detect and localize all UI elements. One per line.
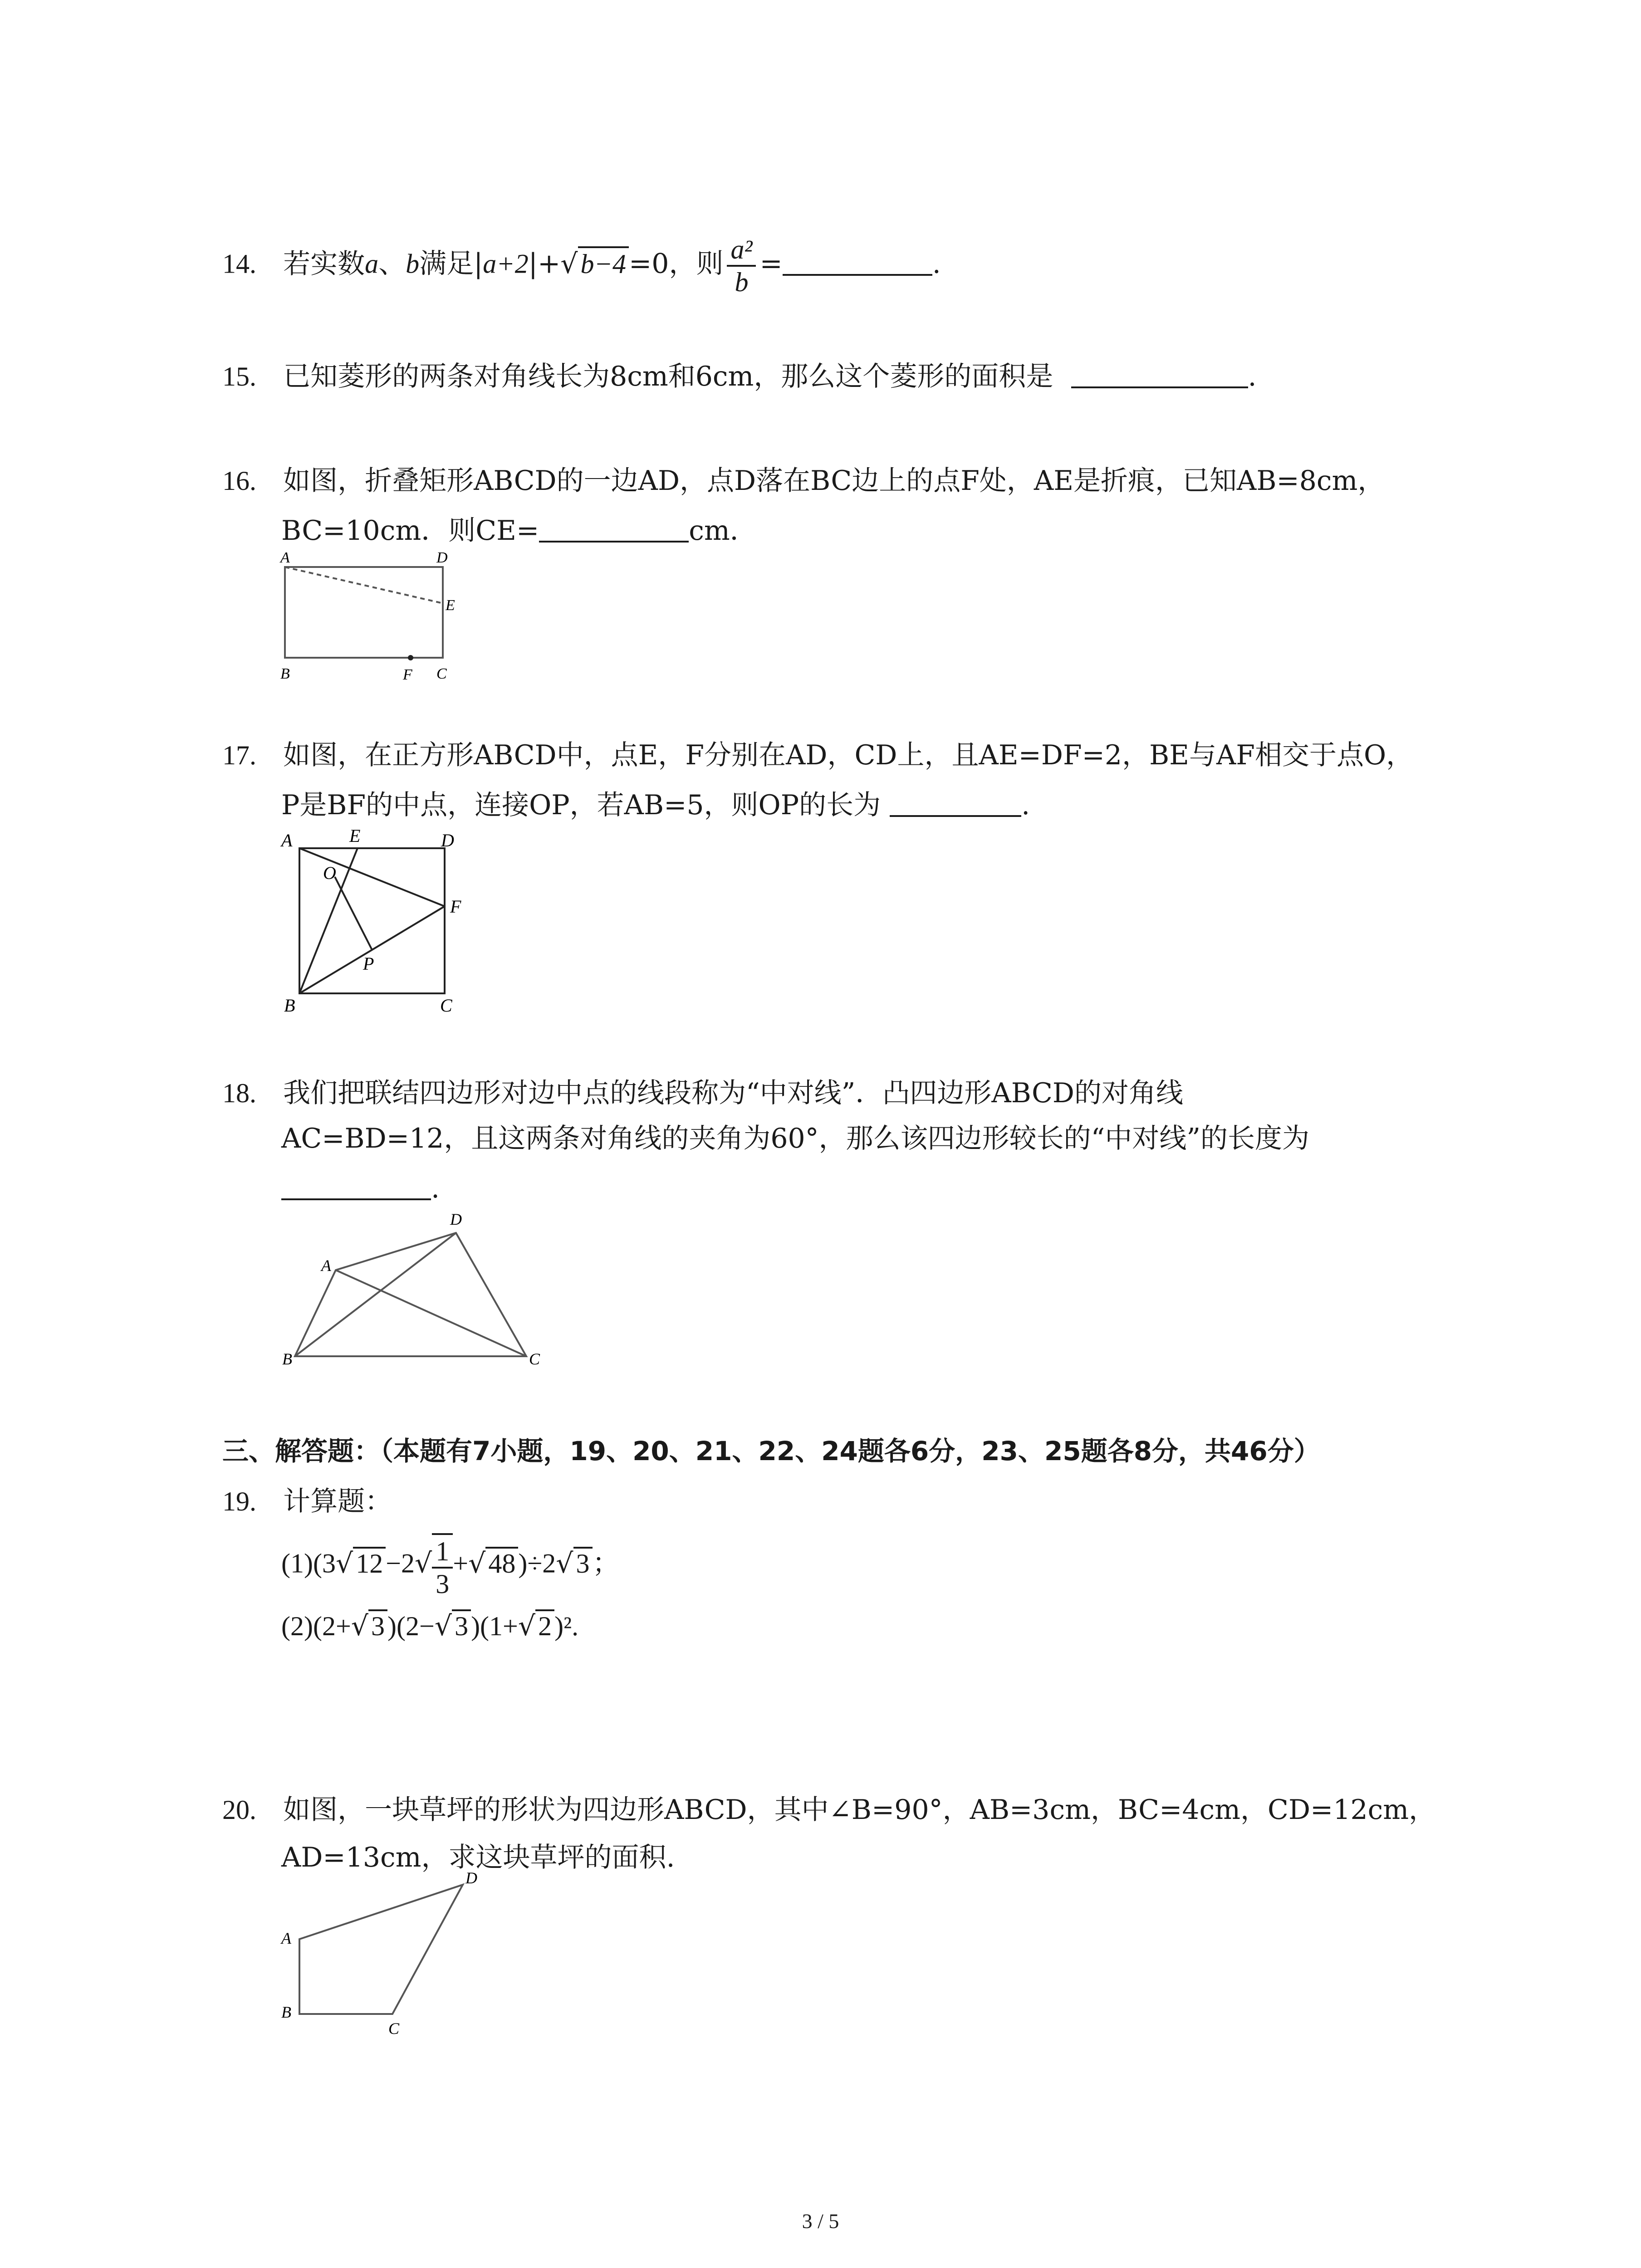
expression: a+2 xyxy=(483,249,529,279)
answer-blank[interactable] xyxy=(1071,386,1248,388)
question-text: AC=BD=12，且这两条对角线的夹角为60°，那么该四边形较长的“中对线”的长度为 xyxy=(281,1123,1310,1154)
label-e: E xyxy=(349,826,361,846)
label-d: D xyxy=(436,549,448,566)
label-c: C xyxy=(436,665,447,682)
label-c: C xyxy=(529,1350,540,1368)
question-18-line-1 xyxy=(222,1077,1183,1109)
radicand: 3 xyxy=(368,1609,387,1641)
radical: √ $\frac{1}{3}$ xyxy=(415,1533,453,1598)
question-16-line-2 xyxy=(281,515,757,547)
variable: b xyxy=(406,249,420,279)
figure-17 xyxy=(272,826,481,1025)
point-f xyxy=(408,655,413,660)
question-text: 、 xyxy=(378,248,406,280)
radicand: 48 xyxy=(485,1547,518,1579)
fraction-numerator: a² xyxy=(730,235,753,264)
figure-20 xyxy=(272,1864,508,2037)
radicand: 12 xyxy=(353,1547,386,1579)
question-text: 计算题： xyxy=(283,1486,392,1517)
label-o: O xyxy=(323,863,336,883)
fraction xyxy=(727,236,756,296)
label-d: D xyxy=(465,1869,477,1887)
question-text: = xyxy=(759,248,783,280)
expression: (2)(2+ xyxy=(281,1611,351,1641)
radical: √ 3 xyxy=(351,1613,387,1640)
question-number: 19. xyxy=(222,1486,256,1516)
label-b: B xyxy=(282,1350,292,1368)
label-b: B xyxy=(281,2003,291,2021)
quadrilateral-abcd xyxy=(299,1885,463,2014)
label-c: C xyxy=(388,2019,400,2038)
question-text: 若实数 xyxy=(283,248,365,280)
question-20-line-1 xyxy=(222,1794,1436,1826)
label-d: D xyxy=(450,1210,462,1228)
figure-18 xyxy=(272,1207,554,1370)
label-a: A xyxy=(281,830,293,850)
segment-af xyxy=(299,848,445,906)
radical: √ 3 xyxy=(435,1613,471,1640)
question-15 xyxy=(222,363,1257,390)
question-number: 16. xyxy=(222,466,256,496)
page-number: 3 / 5 xyxy=(802,2209,839,2233)
fraction xyxy=(432,1533,453,1598)
expression: ； xyxy=(592,1547,620,1579)
fraction-denominator: b xyxy=(735,267,749,297)
answer-blank[interactable] xyxy=(890,815,1021,817)
segment-op xyxy=(335,877,372,950)
label-f: F xyxy=(403,666,412,683)
question-text: 如图，折叠矩形ABCD的一边AD，点D落在BC边上的点F处，AE是折痕，已知AB=8cm， xyxy=(283,465,1385,497)
question-text: 如图，一块草坪的形状为四边形ABCD，其中∠B=90°，AB=3cm，BC=4cm，CD=12cm， xyxy=(283,1794,1436,1826)
question-number: 18. xyxy=(222,1078,256,1108)
diagonal-ac xyxy=(336,1270,526,1356)
question-text: . xyxy=(1248,361,1257,392)
radicand: 3 xyxy=(573,1547,593,1579)
answer-blank[interactable] xyxy=(783,274,932,276)
label-a: A xyxy=(281,1929,291,1947)
radicand: b−4 xyxy=(580,249,627,279)
label-b: B xyxy=(280,665,290,682)
question-text: cm． xyxy=(689,515,757,547)
label-p: P xyxy=(363,953,374,974)
answer-blank[interactable] xyxy=(539,541,689,543)
radicand: 2 xyxy=(535,1609,554,1641)
question-16-line-1 xyxy=(222,465,1385,497)
expression: −2 xyxy=(386,1548,415,1579)
radical: √ 2 xyxy=(518,1613,554,1640)
question-text: P是BF的中点，连接OP，若AB=5，则OP的长为 xyxy=(281,789,881,821)
fraction-denominator: 3 xyxy=(436,1569,450,1599)
question-number: 14. xyxy=(222,249,256,279)
question-19 xyxy=(222,1488,392,1515)
quadrilateral-abcd xyxy=(295,1233,526,1356)
question-14 xyxy=(222,236,941,296)
radical: √ 12 xyxy=(336,1550,386,1577)
radical: √ b−4 xyxy=(560,250,629,278)
figure-16 xyxy=(272,544,481,689)
question-number: 15. xyxy=(222,362,256,391)
expression: |+ xyxy=(528,248,561,280)
question-text: . xyxy=(431,1173,440,1204)
fraction-numerator: 1 xyxy=(432,1538,453,1569)
expression: )÷2 xyxy=(518,1548,556,1579)
fold-line-ae xyxy=(285,567,443,603)
question-19-part-1 xyxy=(281,1533,620,1598)
expression: (1)(3 xyxy=(281,1548,336,1579)
question-number: 20. xyxy=(222,1795,256,1825)
variable: a xyxy=(365,249,379,279)
radicand: 3 xyxy=(452,1609,471,1641)
label-f: F xyxy=(450,896,461,917)
label-d: D xyxy=(441,830,454,850)
question-18-line-2 xyxy=(281,1125,1309,1152)
rectangle-abcd xyxy=(285,567,443,658)
question-17-line-2 xyxy=(281,789,1030,821)
expression: )(1+ xyxy=(471,1611,518,1641)
question-text: . xyxy=(932,248,941,280)
question-text: 如图，在正方形ABCD中，点E，F分别在AD，CD上，且AE=DF=2，BE与AF相交于点O， xyxy=(283,739,1414,771)
label-a: A xyxy=(321,1256,331,1275)
question-text: 满足| xyxy=(419,248,483,280)
question-text: BC=10cm．则CE= xyxy=(281,515,539,547)
question-text: . xyxy=(1021,789,1030,821)
section-title: 三、解答题：（本题有7小题，19、20、21、22、24题各6分，23、25题各8分，共46分） xyxy=(222,1436,1320,1466)
question-text: =0，则 xyxy=(629,248,724,280)
diagonal-bd xyxy=(295,1233,456,1356)
question-18-line-3 xyxy=(281,1175,440,1202)
label-e: E xyxy=(446,597,455,614)
question-text: 我们把联结四边形对边中点的线段称为“中对线”．凸四边形ABCD的对角线 xyxy=(283,1077,1183,1109)
answer-blank[interactable] xyxy=(281,1198,431,1200)
question-19-part-2 xyxy=(281,1610,579,1642)
question-text: AD=13cm，求这块草坪的面积. xyxy=(281,1842,675,1873)
label-b: B xyxy=(284,995,295,1016)
question-text: 已知菱形的两条对角线长为8cm和6cm，那么这个菱形的面积是 xyxy=(283,361,1053,392)
question-17-line-1 xyxy=(222,739,1414,771)
radical: √ 48 xyxy=(468,1550,518,1577)
expression: )². xyxy=(554,1611,579,1641)
radical: √ 3 xyxy=(556,1550,592,1577)
label-c: C xyxy=(440,995,452,1016)
expression: + xyxy=(453,1548,469,1579)
question-number: 17. xyxy=(222,740,256,770)
expression: )(2− xyxy=(387,1611,435,1641)
label-a: A xyxy=(280,549,290,566)
